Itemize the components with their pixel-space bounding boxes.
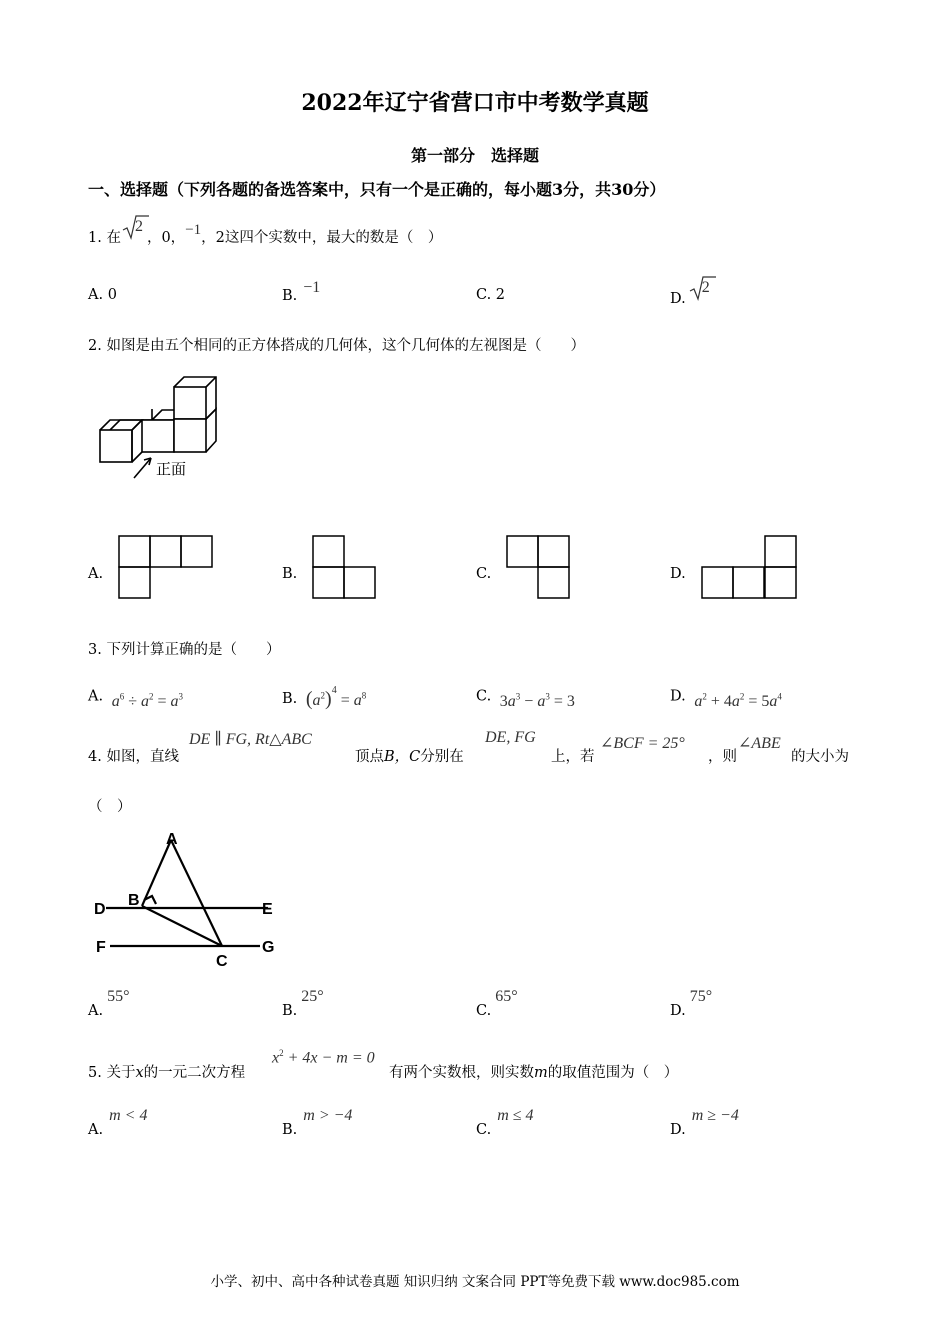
q1-option-d-radicand: 2 [701,279,710,296]
q4-label-f: F [96,939,106,956]
q3-option-b-label: B. [282,691,298,707]
q2-option-d-figure[interactable] [701,535,799,599]
q3-option-d[interactable] [670,686,782,711]
q3-option-b[interactable] [282,686,366,709]
q4-stem-mid3: 上，若 [551,749,595,765]
q3-option-c-label: C. [476,688,492,705]
q4-condition-3: ∠BCF = 25° [600,735,685,752]
q2-option-b[interactable]: B. [282,566,298,582]
q1-post: ，2这四个实数中，最大的数是（ ） [201,230,443,246]
q2-option-a[interactable]: A. [88,566,104,582]
question-4-pre: 4. 如图，直线 [88,749,179,765]
q4-stem-mid: 顶点B，C分别在 [355,749,464,765]
q4-label-b: B [128,892,140,909]
q1-option-a[interactable]: A. 0 [88,287,117,303]
q4-condition-4: ∠ABE [738,735,781,752]
q4-option-b[interactable]: B.25° [282,988,324,1019]
q1-option-d[interactable] [670,279,712,307]
q5-option-c[interactable]: C.m ≤ 4 [476,1107,534,1138]
q1-option-d-sqrt [686,279,712,303]
q4-stem-post: 的大小为 [791,749,849,765]
q4-option-c[interactable]: C.65° [476,988,518,1019]
q5-equation: $x^2 + 4x - m = 0$ [272,1048,375,1067]
q4-condition-1: DE ∥ FG, Rt△ABC [189,731,312,748]
q4-condition-2: DE, FG [485,729,536,746]
question-2-stem: 2. 如图是由五个相同的正方体搭成的几何体，这个几何体的左视图是（ ） [88,338,585,354]
q2-option-b-figure[interactable] [312,535,378,599]
q4-option-d[interactable]: D.75° [670,988,713,1019]
q4-label-c: C [216,953,228,970]
q5-option-d-value: m ≥ −4 [691,1107,739,1124]
q4-triangle-figure [92,828,292,978]
q5-option-c-value: m ≤ 4 [497,1107,534,1124]
q1-option-d-label: D. [670,291,686,307]
q2-front-label: 正面 [156,460,187,478]
q4-option-c-value: 65° [495,988,518,1005]
q4-label-d: D [94,901,106,918]
q3-option-a[interactable] [88,686,184,711]
q1-option-c[interactable]: C. 2 [476,287,506,303]
q2-option-a-figure[interactable] [118,535,214,599]
q4-option-b-value: 25° [301,988,324,1005]
q5-option-b[interactable]: B.m > −4 [282,1107,353,1138]
q4-label-e: E [262,901,273,918]
q1-option-b-label: B. [282,288,298,304]
q3-option-d-expr: $a^2 + 4a^2 = 5a^4$ [694,692,782,711]
q1-option-b[interactable] [282,279,321,305]
q1-option-b-value: −1 [303,279,321,296]
q4-option-a-value: 55° [107,988,130,1005]
q4-option-a[interactable]: A.55° [88,988,130,1019]
q4-stem-mid4: ，则 [708,749,737,765]
question-5-pre: 5. 关于x的一元二次方程 [88,1065,246,1081]
q4-option-d-value: 75° [689,988,713,1005]
q5-option-b-value: m > −4 [303,1107,353,1124]
q3-option-a-expr: $a^6 \div a^2 = a^3$ [111,692,184,711]
q1-sqrt [121,218,147,242]
page-footer[interactable]: 小学、初中、高中各种试卷真题 知识归纳 文案合同 PPT等免费下载 www.doc985.com [210,1274,740,1290]
q3-option-c-expr: $3a^3 - a^3 = 3$ [499,692,575,711]
q2-option-c[interactable]: C. [476,566,492,582]
q1-pre: 1. 在 [88,230,121,246]
q1-sqrt-radicand: 2 [134,218,143,235]
question-1-stem [88,218,443,247]
q5-option-a-value: m < 4 [109,1107,148,1124]
q1-mid: ，0， [146,230,186,246]
q3-option-c[interactable] [476,686,575,711]
q5-option-a[interactable]: A.m < 4 [88,1107,148,1138]
q4-label-a: A [166,831,178,848]
question-3-stem: 3. 下列计算正确的是（ ） [88,642,281,658]
q2-option-d[interactable]: D. [670,566,686,582]
q3-option-d-label: D. [670,688,686,705]
q2-option-c-figure[interactable] [506,535,572,599]
q1-neg-one: −1 [185,222,202,238]
q3-option-a-label: A. [88,688,104,705]
q5-option-d[interactable]: D.m ≥ −4 [670,1107,739,1138]
q4-label-g: G [262,939,275,956]
part-heading: 第一部分 选择题 [410,146,539,165]
section-heading: 一、选择题（下列各题的备选答案中，只有一个是正确的，每小题3分，共30分） [88,180,666,199]
q5-stem-post: 有两个实数根，则实数m的取值范围为（ ） [389,1065,679,1081]
q4-paren: （ ） [88,799,132,815]
q3-option-b-expr: $(a^2)^4 = a^8$ [305,684,367,710]
page-title: 2022年辽宁省营口市中考数学真题 [301,90,649,116]
